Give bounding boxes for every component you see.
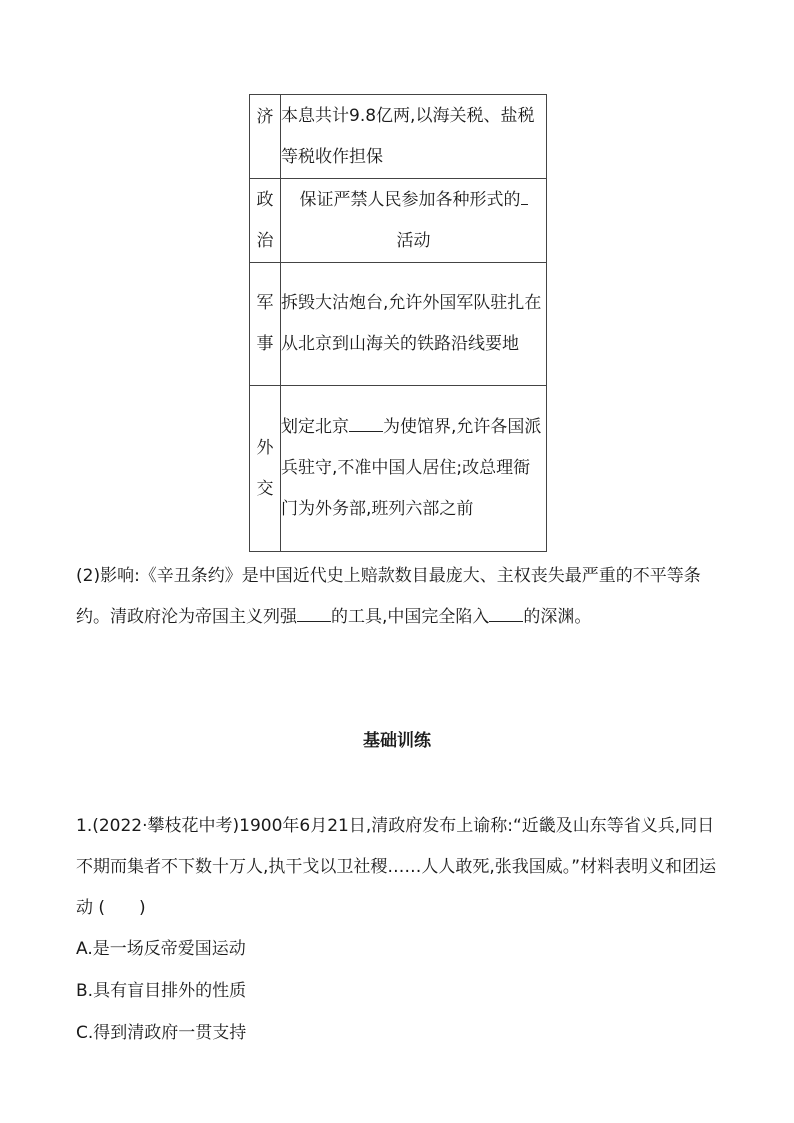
content-cell: 拆毁大沽炮台,允许外国军队驻扎在从北京到山海关的铁路沿线要地 xyxy=(281,263,547,386)
option-c[interactable]: C.得到清政府一贯支持 xyxy=(76,1023,247,1043)
content-cell xyxy=(281,179,547,263)
category-char: 军 xyxy=(256,293,274,313)
table-row-politics xyxy=(250,179,547,263)
content-text: 划定北京 xyxy=(281,417,349,437)
influence-text: (2)影响:《辛丑条约》是中国近代史上赔款数目最庞大、主权丧失最严重的不平等条约。清政府沦为帝国主义列强 xyxy=(76,566,701,627)
option-b[interactable]: B.具有盲目排外的性质 xyxy=(76,981,247,1001)
category-char: 交 xyxy=(256,478,274,499)
table-row-military xyxy=(250,263,547,386)
influence-paragraph xyxy=(76,556,722,638)
category-cell xyxy=(250,95,281,179)
section-title: 基础训练 xyxy=(363,731,431,751)
table-row-diplomacy xyxy=(250,386,547,552)
content-text: 活动 xyxy=(396,230,431,251)
table-row-economy xyxy=(250,95,547,179)
category-cell xyxy=(250,263,281,386)
category-char: 政 xyxy=(256,189,274,210)
fill-blank[interactable] xyxy=(349,413,383,432)
category-char: 外 xyxy=(256,437,274,458)
fill-blank[interactable] xyxy=(489,603,523,622)
category-char: 治 xyxy=(256,230,274,251)
category-cell xyxy=(250,179,281,263)
question-stem: 1.(2022·攀枝花中考)1900年6月21日,清政府发布上谕称:“近畿及山东等省义兵,同日不期而集者不下数十万人,执干戈以卫社稷……人人敢死,张我国威。”材料表明义和团运动 ( ) xyxy=(76,816,717,918)
content-text: 保证严禁人民参加各种形式的 xyxy=(299,189,521,210)
treaty-content-table xyxy=(249,94,547,552)
influence-text: 的深渊。 xyxy=(523,607,592,627)
content-text: 为使馆界,允许各国派兵驻守,不准中国人居住;改总理衙门为外务部,班列六部之前 xyxy=(281,417,542,519)
category-cell xyxy=(250,386,281,552)
category-char: 事 xyxy=(256,334,274,354)
influence-text: 的工具,中国完全陷入 xyxy=(331,607,490,627)
content-cell xyxy=(281,386,547,552)
content-cell: 本息共计9.8亿两,以海关税、盐税等税收作担保 xyxy=(281,95,547,179)
fill-blank[interactable] xyxy=(297,603,331,622)
category-char: 济 xyxy=(256,107,274,127)
fill-blank[interactable] xyxy=(521,186,528,205)
option-a[interactable]: A.是一场反帝爱国运动 xyxy=(76,939,246,959)
